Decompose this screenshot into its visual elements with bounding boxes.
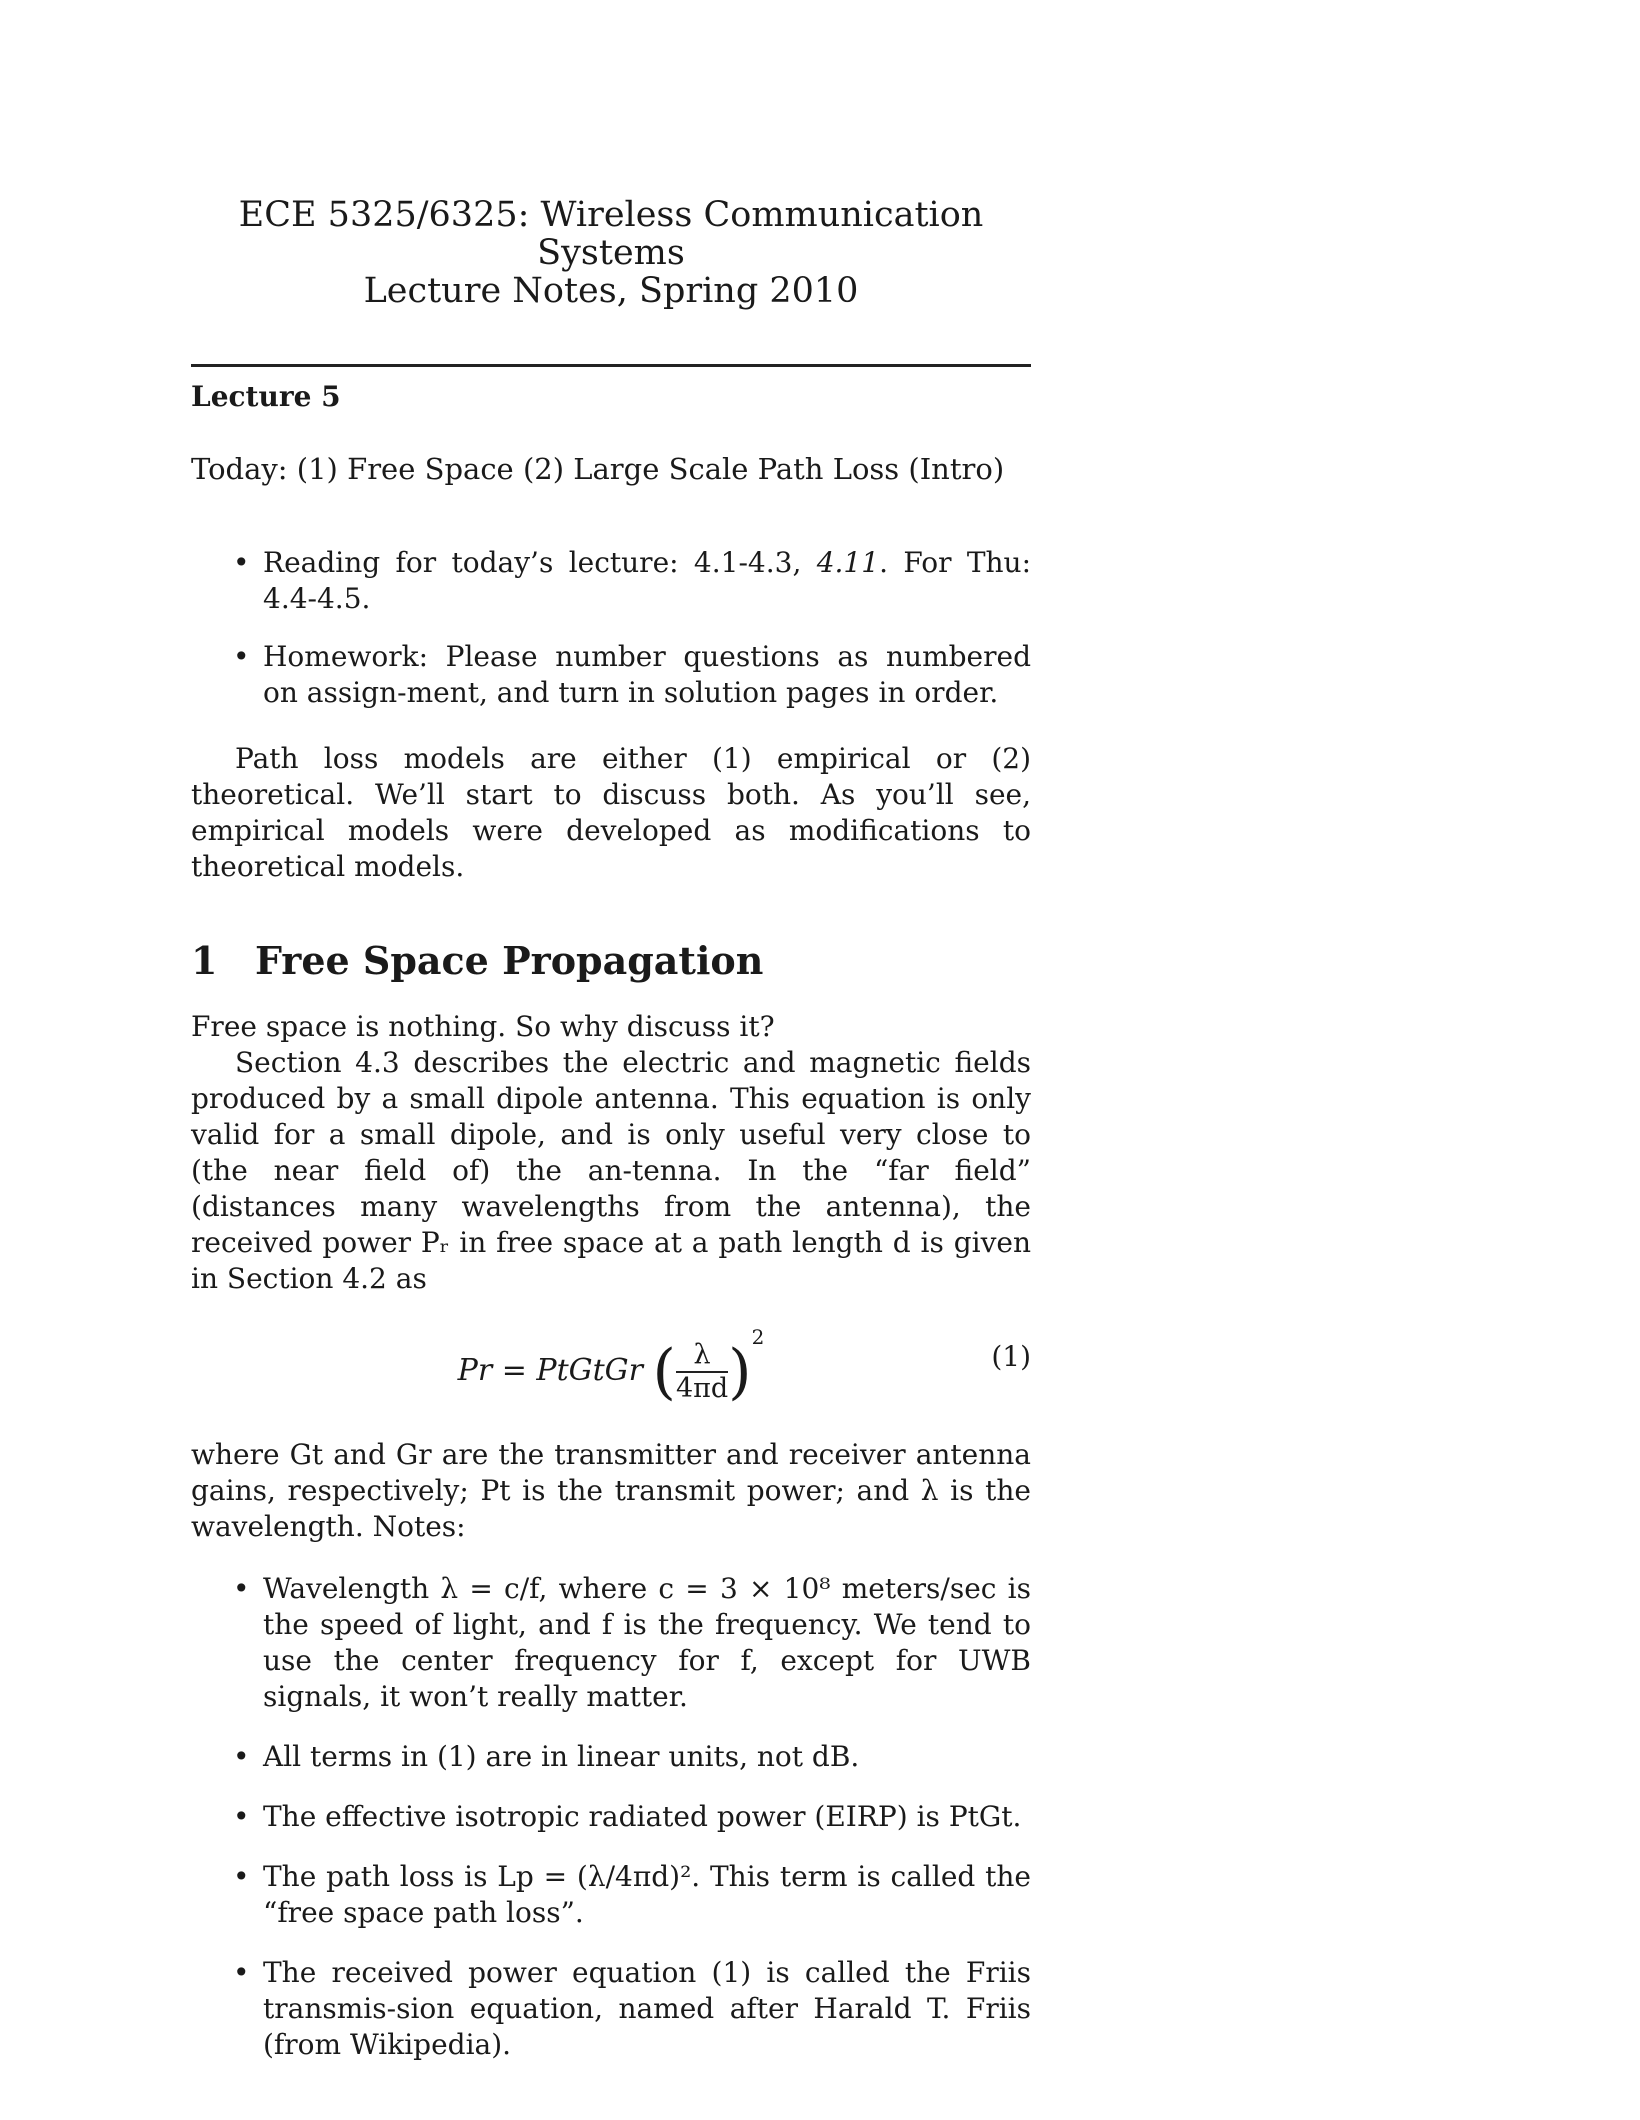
note-item bbox=[191, 1571, 1031, 1715]
bullet-icon: • bbox=[233, 1800, 250, 1833]
bullet-icon: • bbox=[233, 640, 250, 673]
left-paren: ( bbox=[652, 1337, 676, 1407]
note-text: The path loss is Lp = (λ/4πd)². This term is called the “free space path loss”. bbox=[263, 1860, 1031, 1929]
note-item bbox=[191, 1739, 1031, 1775]
horizontal-rule bbox=[191, 364, 1031, 367]
reading-item bbox=[191, 545, 1031, 617]
free-space-line: Free space is nothing. So why discuss it? bbox=[191, 1010, 775, 1043]
section-number: 1 bbox=[191, 938, 218, 983]
title-line-2: Lecture Notes, Spring 2010 bbox=[363, 271, 859, 311]
homework-item bbox=[191, 639, 1031, 711]
lecture-heading: Lecture 5 bbox=[191, 380, 341, 413]
section-heading bbox=[191, 939, 1031, 983]
path-loss-paragraph: Path loss models are either (1) empirical or (2) theoretical. We’ll start to discuss both. As you’ll see, empirical models were developed as modifications to theoretical models. bbox=[191, 742, 1031, 883]
document-title bbox=[191, 196, 1031, 310]
notes-list bbox=[191, 1571, 1031, 2063]
equation-1 bbox=[191, 1319, 1031, 1419]
today-topics: Today: (1) Free Space (2) Large Scale Path Loss (Intro) bbox=[191, 452, 1005, 486]
fraction-numerator: λ bbox=[676, 1339, 728, 1373]
bullet-icon: • bbox=[233, 1740, 250, 1773]
note-text: All terms in (1) are in linear units, not dB. bbox=[263, 1740, 860, 1773]
reading-post: . For Thu: 4.4-4.5. bbox=[263, 546, 1032, 615]
note-text: Wavelength λ = c/f, where c = 3 × 10⁸ meters/sec is the speed of light, and f is the frequency. We tend to use the center frequency for f, except for UWB signals, it won’t really matter. bbox=[263, 1572, 1031, 1713]
document-page bbox=[191, 196, 1031, 2063]
announcement-list bbox=[191, 545, 1031, 711]
note-text: The received power equation (1) is called the Friis transmis-sion equation, named after Harald T. Friis (from Wikipedia). bbox=[263, 1956, 1031, 2061]
equation-number: (1) bbox=[991, 1340, 1031, 1373]
reading-pre: Reading for today’s lecture: 4.1-4.3, bbox=[263, 546, 817, 579]
note-item bbox=[191, 1955, 1031, 2063]
section-title: Free Space Propagation bbox=[255, 938, 764, 983]
homework-text: Homework: Please number questions as numbered on assign-ment, and turn in solution pages in order. bbox=[263, 640, 1031, 709]
right-paren: ) bbox=[728, 1337, 752, 1407]
fraction-denominator: 4πd bbox=[675, 1373, 729, 1404]
section-paragraph: Section 4.3 describes the electric and magnetic fields produced by a small dipole antenna. This equation is only valid for a small dipole, and is only useful very close to (the near field of) the an-tenna. In the “far field” (distances many wavelengths from the antenna), the received power Pᵣ in free space at a path length d is given in Section 4.2 as bbox=[191, 1046, 1031, 1295]
reading-italic: 4.11 bbox=[816, 546, 880, 579]
note-item bbox=[191, 1859, 1031, 1931]
equation-lhs: Pr = PtGtGr bbox=[457, 1353, 643, 1388]
title-line-1: ECE 5325/6325: Wireless Communication Systems bbox=[238, 195, 984, 273]
equation-exponent: 2 bbox=[751, 1325, 765, 1349]
note-item bbox=[191, 1799, 1031, 1835]
bullet-icon: • bbox=[233, 1860, 250, 1893]
bullet-icon: • bbox=[233, 1956, 250, 1989]
bullet-icon: • bbox=[233, 546, 250, 579]
note-text: The effective isotropic radiated power (EIRP) is PtGt. bbox=[263, 1800, 1022, 1833]
equation-body bbox=[191, 1319, 1031, 1405]
where-paragraph: where Gt and Gr are the transmitter and receiver antenna gains, respectively; Pt is the transmit power; and λ is the wavelength. Notes: bbox=[191, 1438, 1031, 1543]
bullet-icon: • bbox=[233, 1572, 250, 1605]
equation-fraction bbox=[676, 1339, 728, 1405]
